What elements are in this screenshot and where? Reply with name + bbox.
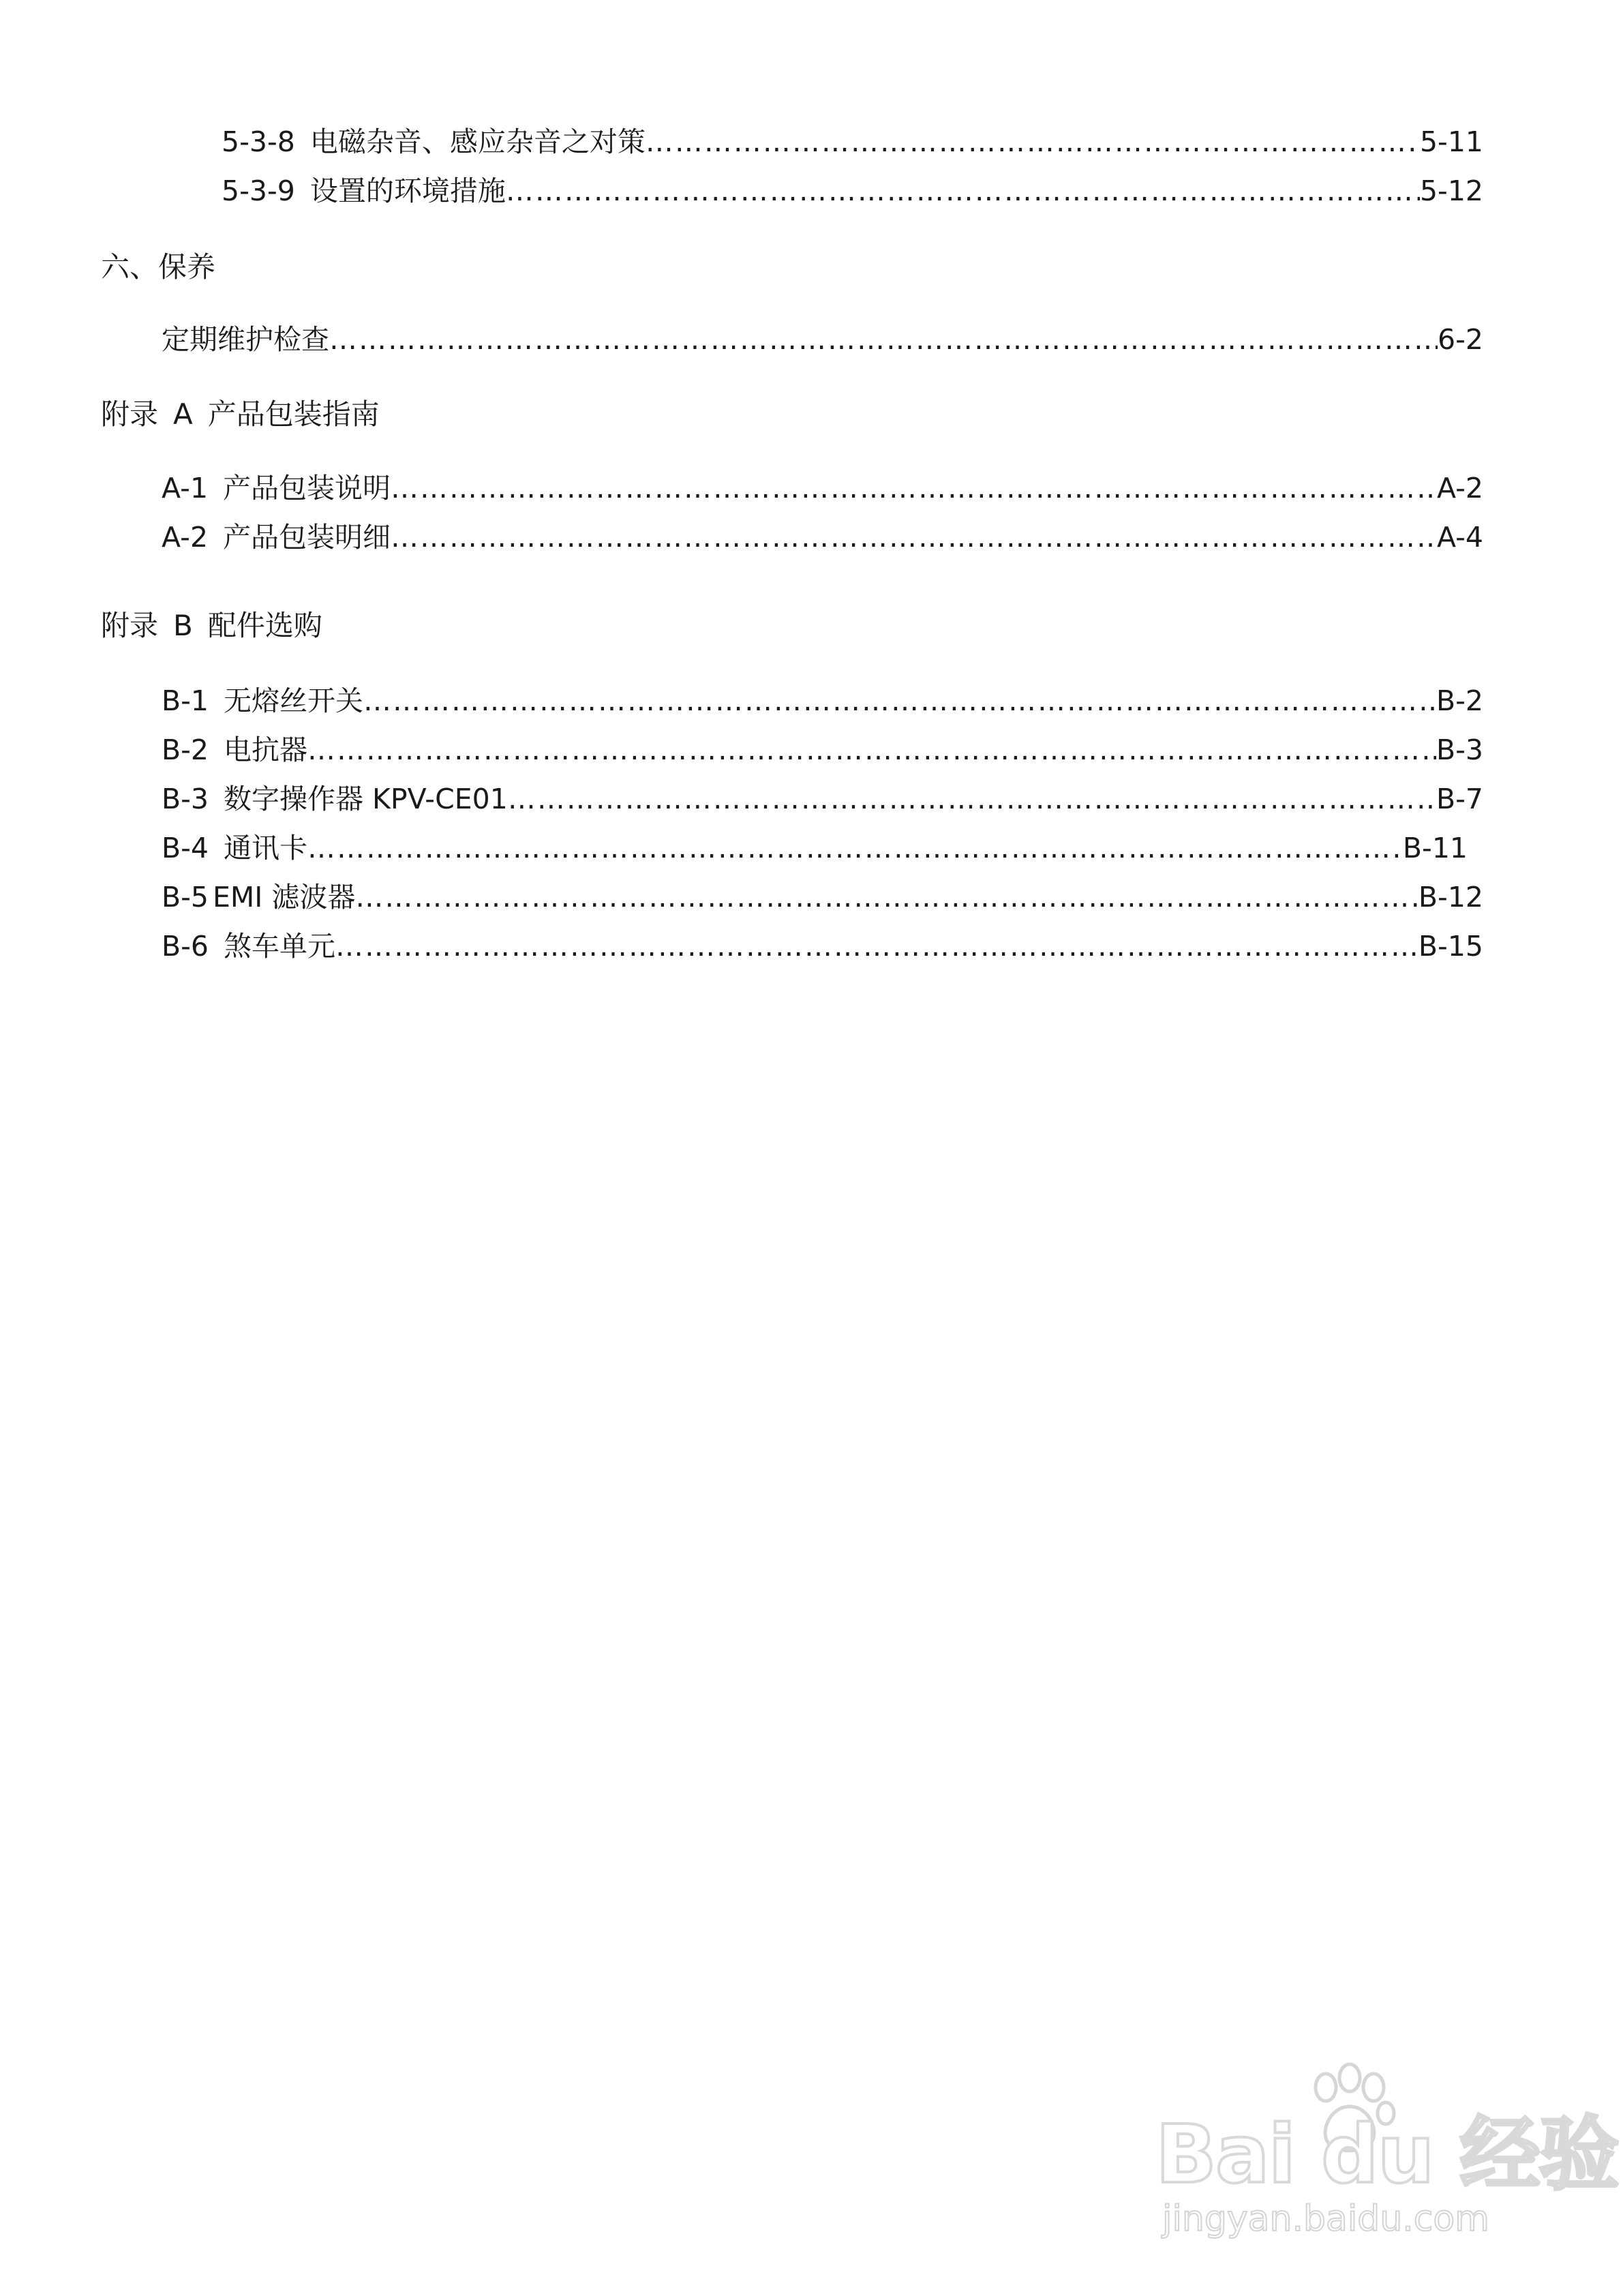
section-heading-appendix-b — [101, 605, 322, 646]
appendix-label: 附录 — [101, 609, 159, 642]
dot-leader — [508, 779, 1436, 819]
toc-entry-number: B-3 — [162, 783, 209, 815]
dot-leader — [329, 319, 1438, 360]
section-heading-6 — [101, 247, 215, 288]
toc-entry-page: A-2 — [1436, 472, 1483, 504]
toc-entry-number: B-4 — [162, 832, 209, 864]
toc-entry-page: B-3 — [1436, 734, 1483, 766]
dot-leader — [391, 517, 1437, 558]
watermark-url: jingyan.baidu.com — [1162, 2199, 1489, 2239]
appendix-title: 产品包装指南 — [207, 397, 380, 431]
toc-entry-page: B-7 — [1436, 783, 1483, 815]
toc-entry-b-1[interactable] — [162, 680, 1483, 721]
toc-entry-title: 定期维护检查 — [162, 323, 329, 356]
toc-entry-page: 5-12 — [1419, 175, 1483, 207]
toc-entry-number: 5-3-8 — [222, 125, 295, 158]
toc-entry-page: B-11 — [1402, 832, 1468, 864]
toc-entry-number: A-1 — [162, 472, 209, 504]
toc-entry-b-6[interactable] — [162, 926, 1483, 967]
dot-leader — [355, 877, 1418, 918]
toc-entry-number: B-2 — [162, 734, 209, 766]
toc-entry-title: 产品包装说明 — [223, 472, 391, 504]
dot-leader — [307, 729, 1436, 770]
baidu-jingyan-watermark — [1155, 2059, 1618, 2250]
toc-entry-title: 设置的环境措施 — [309, 175, 506, 207]
appendix-letter: A — [173, 397, 193, 431]
toc-entry-5-3-9[interactable] — [222, 170, 1483, 211]
dot-leader — [363, 680, 1436, 721]
section-heading-appendix-a — [101, 394, 380, 435]
toc-entry-page: B-15 — [1418, 930, 1483, 963]
appendix-label: 附录 — [101, 397, 159, 431]
dot-leader — [307, 828, 1403, 868]
toc-entry-b-5[interactable] — [162, 877, 1483, 918]
toc-entry-page: A-4 — [1436, 521, 1483, 554]
toc-entry-page: 5-11 — [1419, 125, 1483, 158]
toc-entry-page: 6-2 — [1438, 323, 1483, 356]
toc-entry-title: EMI 滤波器 — [213, 881, 356, 913]
toc-entry-page: B-12 — [1418, 881, 1483, 913]
dot-leader — [391, 468, 1437, 509]
toc-entry-number: B-5 — [162, 881, 209, 913]
toc-entry-title: 煞车单元 — [224, 930, 336, 963]
toc-entry-title: 数字操作器 KPV-CE01 — [224, 783, 508, 815]
toc-entry-title: 产品包装明细 — [223, 521, 391, 554]
toc-entry-title: 电抗器 — [224, 734, 308, 766]
toc-entry-a-1[interactable] — [162, 468, 1483, 509]
toc-entry-number: A-2 — [162, 521, 209, 554]
appendix-title: 配件选购 — [207, 609, 322, 642]
toc-entry-title: 通讯卡 — [224, 832, 308, 864]
toc-entry-5-3-8[interactable] — [222, 121, 1483, 162]
toc-entry-maintenance[interactable] — [162, 319, 1483, 360]
toc-entry-page: B-2 — [1436, 684, 1483, 717]
toc-entry-a-2[interactable] — [162, 517, 1483, 558]
toc-entry-b-2[interactable] — [162, 729, 1483, 770]
toc-entry-number: B-1 — [162, 684, 209, 717]
toc-entry-title: 无熔丝开关 — [224, 684, 364, 717]
section-heading-text: 六、保养 — [101, 250, 216, 284]
dot-leader — [335, 926, 1419, 967]
toc-entry-b-3[interactable] — [162, 779, 1483, 819]
toc-entry-b-4[interactable] — [162, 828, 1468, 868]
toc-entry-number: B-6 — [162, 930, 209, 963]
dot-leader — [506, 170, 1420, 211]
toc-entry-number: 5-3-9 — [222, 175, 295, 207]
toc-entry-title: 电磁杂音、感应杂音之对策 — [309, 125, 646, 158]
dot-leader — [646, 121, 1420, 162]
appendix-letter: B — [173, 609, 193, 642]
watermark-brand: Bai du 经验 — [1155, 2107, 1618, 2201]
